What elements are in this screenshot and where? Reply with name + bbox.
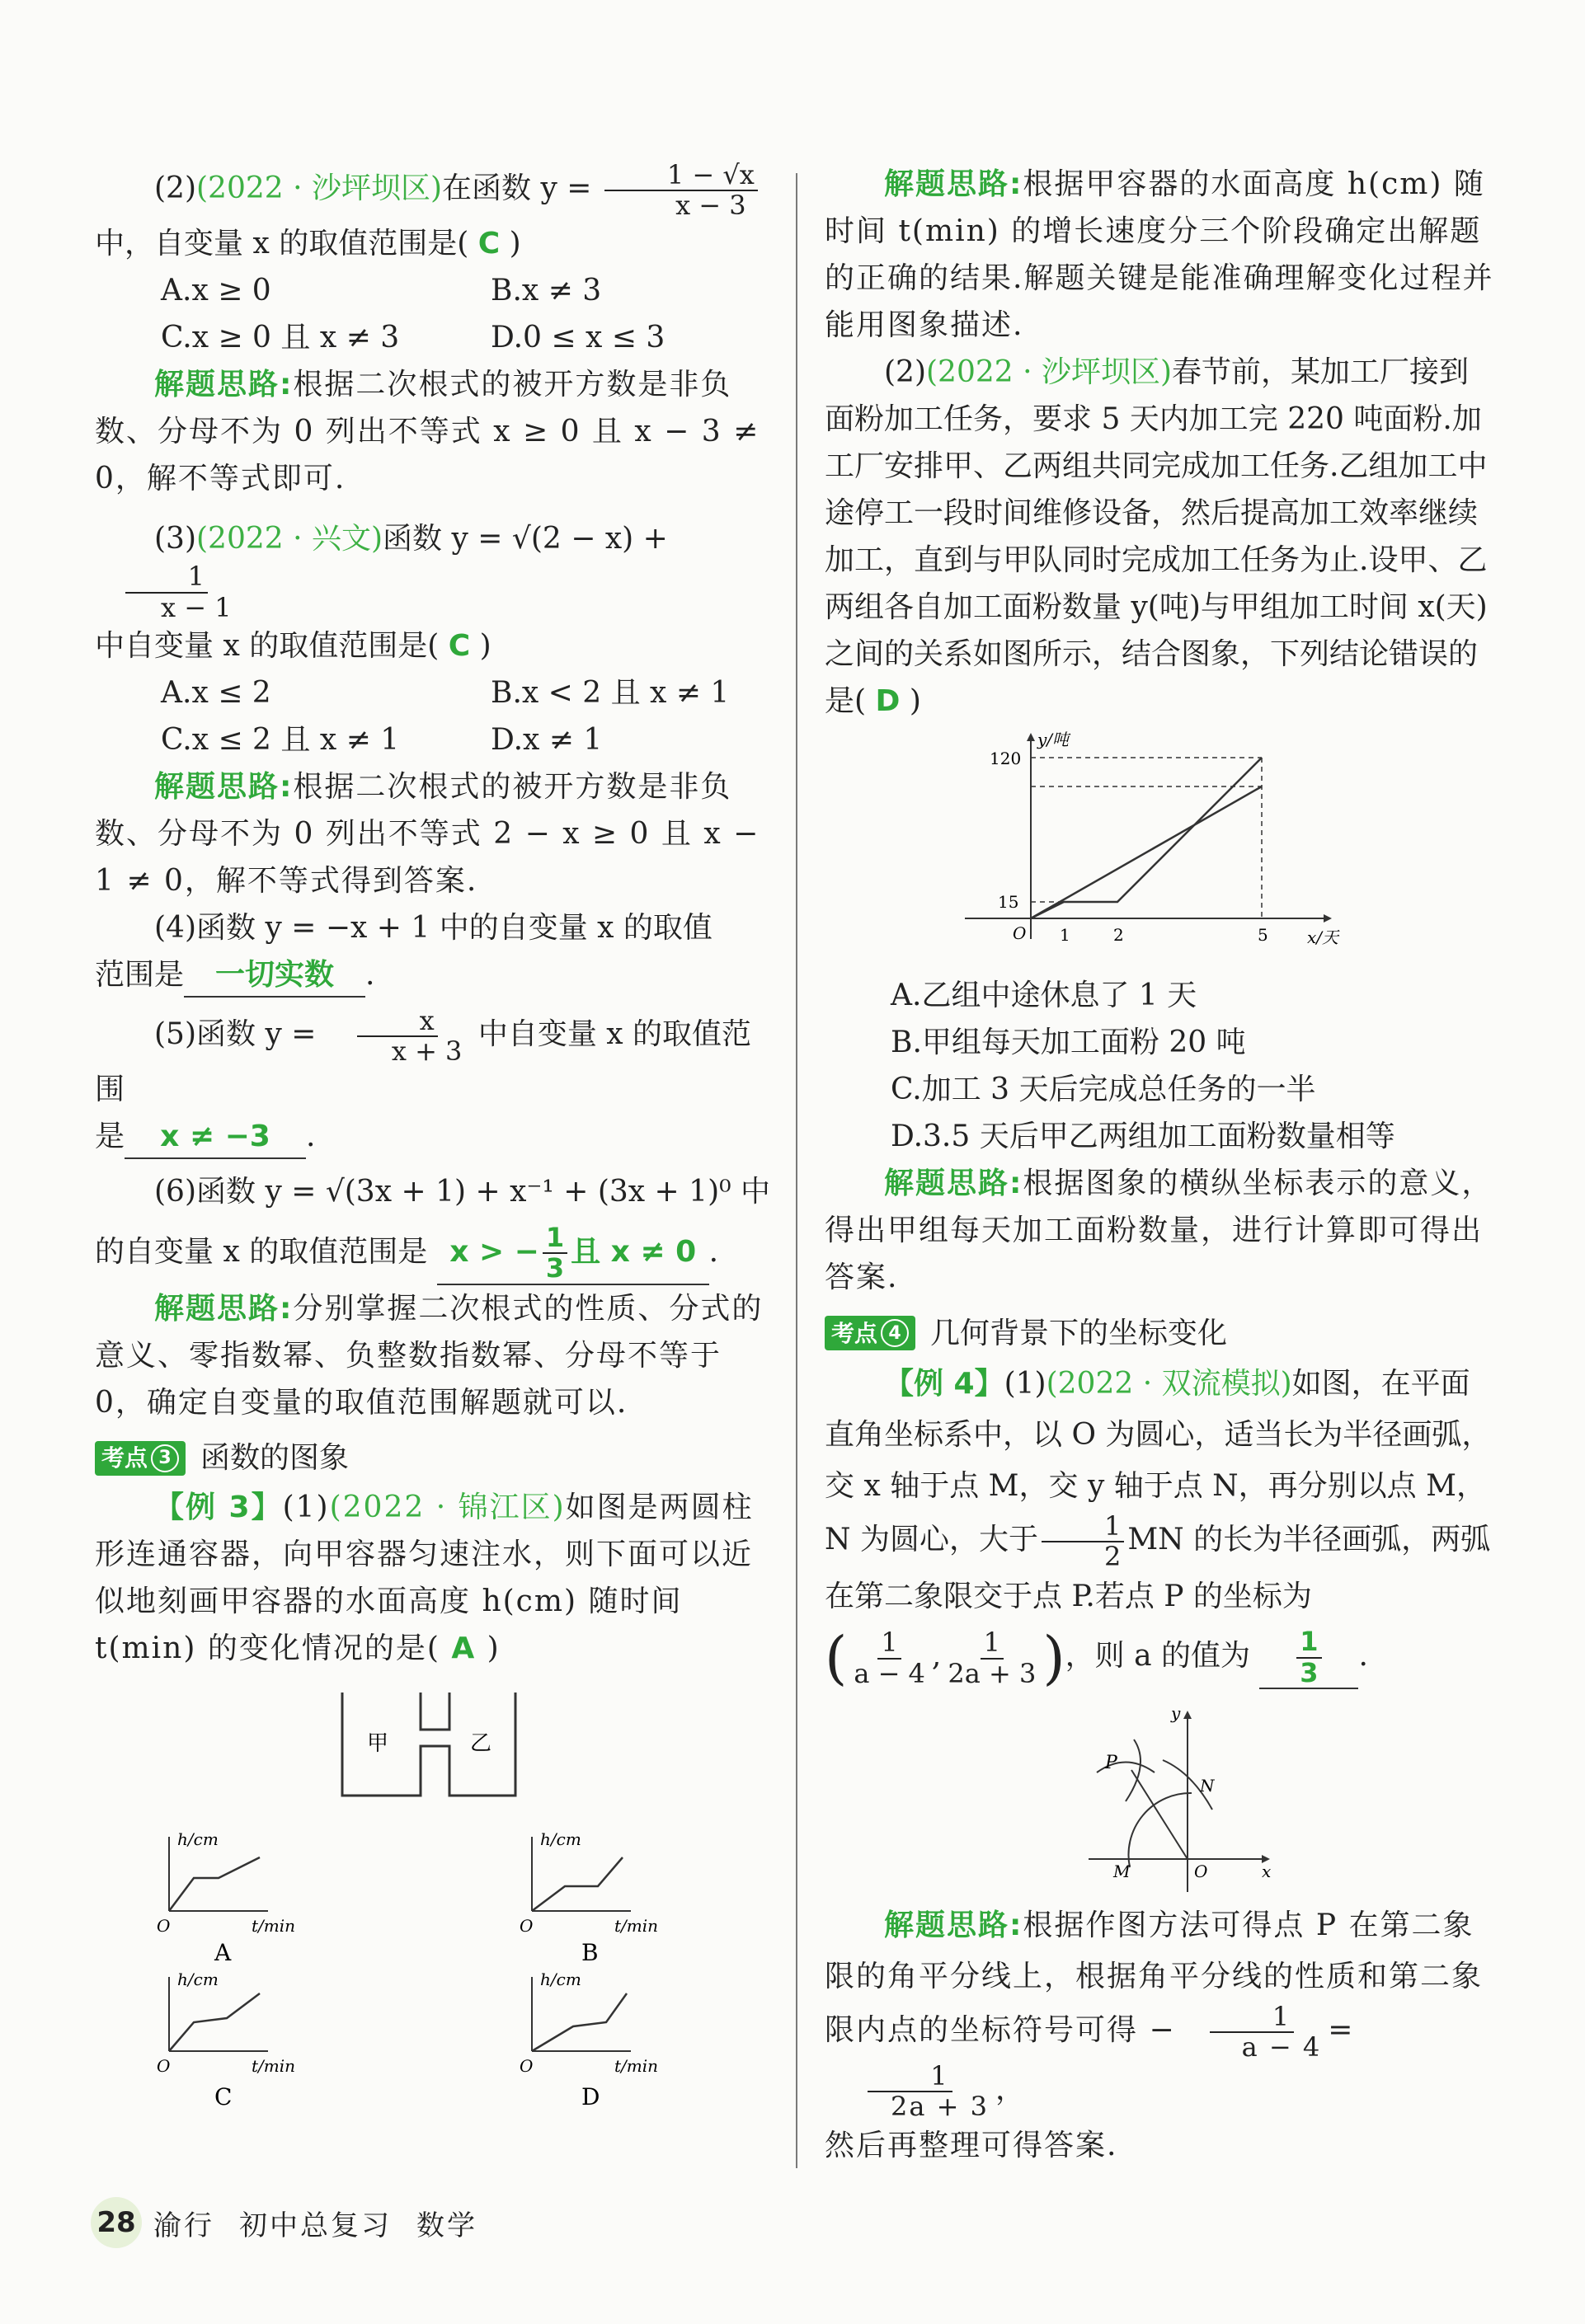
chart-origin: O xyxy=(1013,923,1027,943)
line-jia xyxy=(1031,786,1262,918)
q3-stem: (3)(2022 · 兴文)函数 y = √(2 − x) + $\frac{1}{x - 1}$ xyxy=(95,515,771,622)
ex4-label-y: y xyxy=(1171,1702,1181,1723)
paren-close: ) xyxy=(1042,1624,1065,1693)
q2-option-c: C.x ≥ 0 且 x ≠ 3 xyxy=(161,321,400,355)
rq2-answer: D xyxy=(875,684,901,718)
q2-options xyxy=(95,267,771,361)
q6-hint: 解题思路:分别掌握二次根式的性质、分式的意义、零指数幂、负整数指数幂、分母不等于 0，确定自变量的取值范围解题就可以. xyxy=(95,1291,764,1420)
graph-c-label: C xyxy=(214,2082,233,2110)
graph-a-label: A xyxy=(214,1938,232,1966)
q2-option-a: A.x ≥ 0 xyxy=(161,274,271,308)
rq2-option-d: D.3.5 天后甲乙两组加工面粉数量相等 xyxy=(891,1120,1395,1153)
graph-b-xlabel: t/min xyxy=(614,1915,659,1936)
q2-stem: (2)(2022 · 沙坪坝区)在函数 y = $\frac{1 - √x}{x - 3}$ xyxy=(95,161,771,220)
graph-d-xlabel: t/min xyxy=(614,2055,659,2076)
graph-d-ylabel: h/cm xyxy=(540,1969,581,1989)
footer-series: 初中总复习 xyxy=(239,2209,392,2242)
ex4-answer-fraction: $\frac{1}{3}$ xyxy=(1296,1627,1321,1687)
ex4-figure xyxy=(825,1694,1494,1900)
column-divider xyxy=(796,173,797,2168)
ex4-stem: 【例 4】(1)(2022 · 双流模拟)如图，在平面直角坐标系中，以 O 为圆心，适当长为半径画弧，交 x 轴于点 M，交 y 轴于点 N，再分别以点 M，N 为圆心，大于 $\frac{1}{2}$ MN 的长为半径画弧，两弧在第二象限交于点 P.若点 P 的坐标为 xyxy=(825,1367,1492,1614)
kaodian-4-title: 几何背景下的坐标变化 xyxy=(930,1316,1228,1350)
ex3-answer: A xyxy=(451,1631,477,1665)
graph-c-xlabel: t/min xyxy=(252,2055,296,2076)
kaodian-3-title: 函数的图象 xyxy=(200,1441,350,1475)
ex4-px: $\frac{1}{a - 4}$ xyxy=(854,1627,925,1689)
graph-d-label: D xyxy=(581,2082,600,2110)
chart-x2: 2 xyxy=(1113,925,1124,945)
ex3-stem: 【例 3】(1)(2022 · 锦江区)如图是两圆柱形连通容器，向甲容器匀速注水，则下面可以近似地刻画甲容器的水面高度 h(cm) 随时间 t(min) 的变化情况的是( A ) xyxy=(95,1490,754,1665)
graph-a-ylabel: h/cm xyxy=(177,1829,219,1849)
ex4-y-arrow xyxy=(1183,1711,1192,1719)
left-column xyxy=(95,161,771,2142)
rq2-option-c: C.加工 3 天后完成总任务的一半 xyxy=(891,1073,1316,1106)
ex4-half: $\frac{1}{2}$ xyxy=(1042,1512,1124,1571)
q3-option-b: B.x < 2 且 x ≠ 1 xyxy=(491,675,730,710)
q2-fraction: $\frac{1 - √x}{x - 3}$ xyxy=(604,161,758,220)
footer-subject: 数学 xyxy=(416,2209,477,2242)
chart-xlabel: x/天 xyxy=(1307,927,1339,947)
graph-b-origin: O xyxy=(520,1915,534,1936)
q3-option-a: A.x ≤ 2 xyxy=(161,675,271,710)
ex4-label-x: x xyxy=(1262,1861,1272,1881)
rq2-stem: (2)(2022 · 沙坪坝区)春节前，某加工厂接到面粉加工任务，要求 5 天内加工完 220 吨面粉.加工厂安排甲、乙两组共同完成加工任务.乙组加工中途停工一段时间维修设备，然后提高加工效率继续加工，直到与甲队同时完成加工任务为止.设甲、乙两组各自加工面粉数量 y(吨)与甲组加工时间 x(天)之间的关系如图所示，结合图象，下列结论错误的是( D ) xyxy=(825,355,1488,718)
q3-hint: 解题思路:根据二次根式的被开方数是非负数、分母不为 0 列出不等式 2 − x ≥ 0 且 x − 1 ≠ 0，解不等式得到答案. xyxy=(95,769,760,898)
q6-stem-2: 的自变量 x 的取值范围是 x > − $\frac{1}{3}$ 且 x ≠ 0 . xyxy=(95,1222,719,1284)
ex4-py: $\frac{1}{2a + 3}$ xyxy=(948,1627,1037,1689)
q6-answer: x > − $\frac{1}{3}$ 且 x ≠ 0 xyxy=(437,1223,709,1284)
rq2-options xyxy=(825,972,1494,1160)
q5-stem: (5)函数 y = $\frac{x}{x + 3}$ 中自变量 x 的取值范围 xyxy=(95,1004,752,1107)
chart-x5: 5 xyxy=(1258,925,1268,945)
container-label-b: 乙 xyxy=(470,1730,492,1756)
graph-b-label: B xyxy=(581,1938,599,1966)
q2-answer: C xyxy=(477,227,501,261)
q4-stem-2: 范围是 一切实数 . xyxy=(95,951,771,998)
ex4-label-n: N xyxy=(1200,1775,1215,1796)
q2-stem-2: 中，自变量 x 的取值范围是( C ) xyxy=(95,227,521,261)
hint-c: 解题思路:根据作图方法可得点 P 在第二象限的角平分线上，根据角平分线的性质和第二象限内点的坐标符号可得 − $\frac{1}{a - 4}$ = $\frac{1}{2a + 3}$ ， xyxy=(825,1908,1484,2123)
line-yi xyxy=(1031,758,1262,918)
ex4-label-o: O xyxy=(1194,1861,1208,1881)
q2-option-b: B.x ≠ 3 xyxy=(491,274,602,308)
q3-option-d: D.x ≠ 1 xyxy=(491,722,603,757)
ex4-label-m: M xyxy=(1113,1861,1131,1881)
q3-answer: C xyxy=(448,628,471,663)
q3-source: (2022 · 兴文) xyxy=(196,522,383,556)
q3-options xyxy=(95,669,771,763)
graph-a-xlabel: t/min xyxy=(252,1915,296,1936)
page-footer xyxy=(91,2197,502,2248)
ex3-figures xyxy=(95,1680,771,2142)
x-axis-arrow xyxy=(1324,914,1332,923)
kaodian-3-header xyxy=(95,1438,771,1479)
y-axis-arrow xyxy=(1027,733,1035,741)
flour-lines xyxy=(1031,758,1262,918)
q5-stem-2: 是 x ≠ −3 . xyxy=(95,1113,771,1160)
kaodian-4-header xyxy=(825,1312,1494,1354)
container-label-a: 甲 xyxy=(367,1730,389,1756)
paren-open: ( xyxy=(825,1624,848,1693)
hint-b: 解题思路:根据图象的横纵坐标表示的意义，得出甲组每天加工面粉数量，进行计算即可得出答案. xyxy=(825,1167,1493,1294)
flour-chart xyxy=(825,725,1494,972)
rq2-option-b: B.甲组每天加工面粉 20 吨 xyxy=(891,1026,1246,1059)
graph-c-ylabel: h/cm xyxy=(177,1969,219,1989)
q2-option-d: D.0 ≤ x ≤ 3 xyxy=(491,321,666,355)
q3-fraction: $\frac{1}{x - 1}$ xyxy=(98,562,235,622)
rq2-option-a: A.乙组中途休息了 1 天 xyxy=(891,979,1197,1012)
q4-stem: (4)函数 y = −x + 1 中的自变量 x 的取值 xyxy=(154,910,713,945)
graph-c-origin: O xyxy=(157,2055,171,2076)
q3-option-c: C.x ≤ 2 且 x ≠ 1 xyxy=(161,722,400,757)
q2-hint: 解题思路:根据二次根式的被开方数是非负数、分母不为 0 列出不等式 x ≥ 0 且 x − 3 ≠ 0，解不等式即可. xyxy=(95,368,760,496)
q6-answer-fraction: $\frac{1}{3}$ xyxy=(543,1223,567,1283)
q4-answer: 一切实数 xyxy=(184,955,365,998)
graph-d-origin: O xyxy=(520,2055,534,2076)
chart-y120: 120 xyxy=(990,749,1022,768)
kaodian-badge: 考点 3 xyxy=(95,1441,186,1476)
footer-brand: 渝行 xyxy=(153,2209,214,2242)
chart-ylabel: y/吨 xyxy=(1037,730,1070,749)
kaodian-badge: 考点 4 xyxy=(825,1316,915,1350)
q6-stem: (6)函数 y = √(3x + 1) + x⁻¹ + (3x + 1)⁰ 中 xyxy=(154,1175,770,1209)
flour-guides xyxy=(1031,758,1262,918)
q5-answer: x ≠ −3 xyxy=(125,1116,306,1159)
page-number: 28 xyxy=(91,2197,142,2248)
ex4-label-p: P xyxy=(1105,1752,1117,1773)
hint-a: 解题思路:根据甲容器的水面高度 h(cm) 随时间 t(min) 的增长速度分三个阶段确定出解题的正确的结果.解题关键是能准确理解变化过程并能用图象描述. xyxy=(825,167,1494,342)
ex4-stem-2: ( $\frac{1}{a - 4}$ , $\frac{1}{2a + 3}$ )，则 a 的值为 $\frac{1}{3}$ . xyxy=(825,1624,1368,1693)
ex4-answer xyxy=(1259,1627,1358,1688)
graph-b-ylabel: h/cm xyxy=(540,1829,581,1849)
hint-c-2: 然后再整理可得答案. xyxy=(825,2128,1118,2162)
q5-fraction: $\frac{x}{x + 3}$ xyxy=(329,1007,466,1066)
q2-source: (2022 · 沙坪坝区) xyxy=(196,171,443,206)
hint-c-frac-2: $\frac{1}{2a + 3}$ xyxy=(828,2062,992,2121)
graph-a-origin: O xyxy=(157,1915,171,1936)
q3-stem-2: 中自变量 x 的取值范围是( C ) xyxy=(95,628,491,663)
chart-y15: 15 xyxy=(998,892,1019,912)
chart-x1: 1 xyxy=(1060,925,1070,945)
hint-c-frac-1: $\frac{1}{a - 4}$ xyxy=(1179,2002,1325,2062)
right-column xyxy=(825,161,1494,2169)
